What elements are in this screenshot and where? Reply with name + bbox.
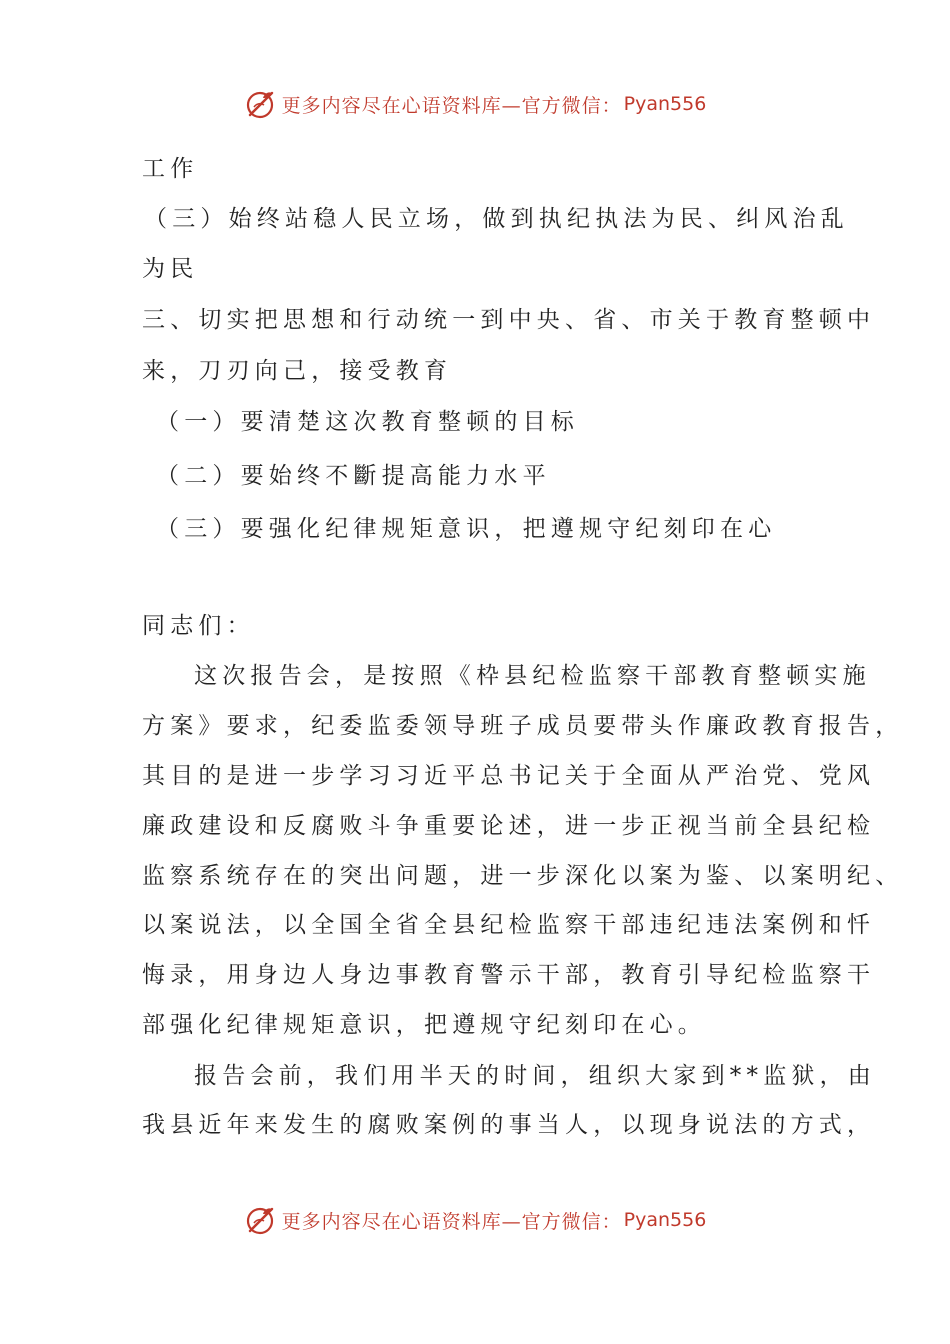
quill-logo-icon	[244, 1203, 278, 1237]
subsection-heading: （二）要始终不斷提高能力水平	[156, 463, 551, 489]
paragraph-line: 悔录，用身边人身边事教育警示干部，教育引导纪检监察干	[142, 962, 876, 988]
paragraph-line: 报告会前，我们用半天的时间，组织大家到**监狱，由	[194, 1063, 876, 1089]
paragraph-line: 其目的是进一步学习习近平总书记关于全面从严治党、党风	[142, 763, 876, 789]
paragraph-line: 监察系统存在的突出问题，进一步深化以案为鉴、以案明纪、	[142, 863, 904, 889]
paragraph-line: 部强化纪律规矩意识，把遵规守纪刻印在心。	[142, 1012, 706, 1038]
subsection-heading: （一）要清楚这次教育整顿的目标	[156, 409, 579, 435]
footer-watermark	[0, 1200, 950, 1240]
subsection-heading: （三）要强化纪律规矩意识，把遵规守纪刻印在心	[156, 516, 777, 542]
watermark-text: 更多内容尽在心语资料库—官方微信：	[281, 1210, 622, 1233]
section-heading: 三、切实把思想和行动统一到中央、省、市关于教育整顿中	[142, 307, 876, 333]
section-heading: （三）始终站稳人民立场，做到执纪执法为民、纠风治乱	[144, 206, 849, 232]
paragraph-line: 我县近年来发生的腐败案例的事当人，以现身说法的方式，	[142, 1112, 876, 1138]
text-line: 为民	[142, 256, 199, 282]
watermark-text: 更多内容尽在心语资料库—官方微信：	[281, 94, 622, 117]
salutation: 同志们：	[142, 613, 255, 639]
paragraph-line: 这次报告会，是按照《枠县纪检监察干部教育整顿实施	[194, 663, 871, 689]
watermark-handle: Pyan556	[623, 93, 707, 115]
header-watermark	[0, 84, 950, 124]
quill-logo-icon	[244, 87, 278, 121]
paragraph-line: 廉政建设和反腐败斗争重要论述，进一步正视当前全县纪检	[142, 813, 876, 839]
watermark-handle: Pyan556	[623, 1209, 707, 1231]
paragraph-line: 以案说法，以全国全省全县纪检监察干部违纪违法案例和忏	[142, 912, 876, 938]
text-line: 来，刀刃向己，接受教育	[142, 358, 453, 384]
paragraph-line: 方案》要求，纪委监委领导班子成员要带头作廉政教育报告，	[142, 713, 904, 739]
text-line: 工作	[142, 156, 199, 182]
